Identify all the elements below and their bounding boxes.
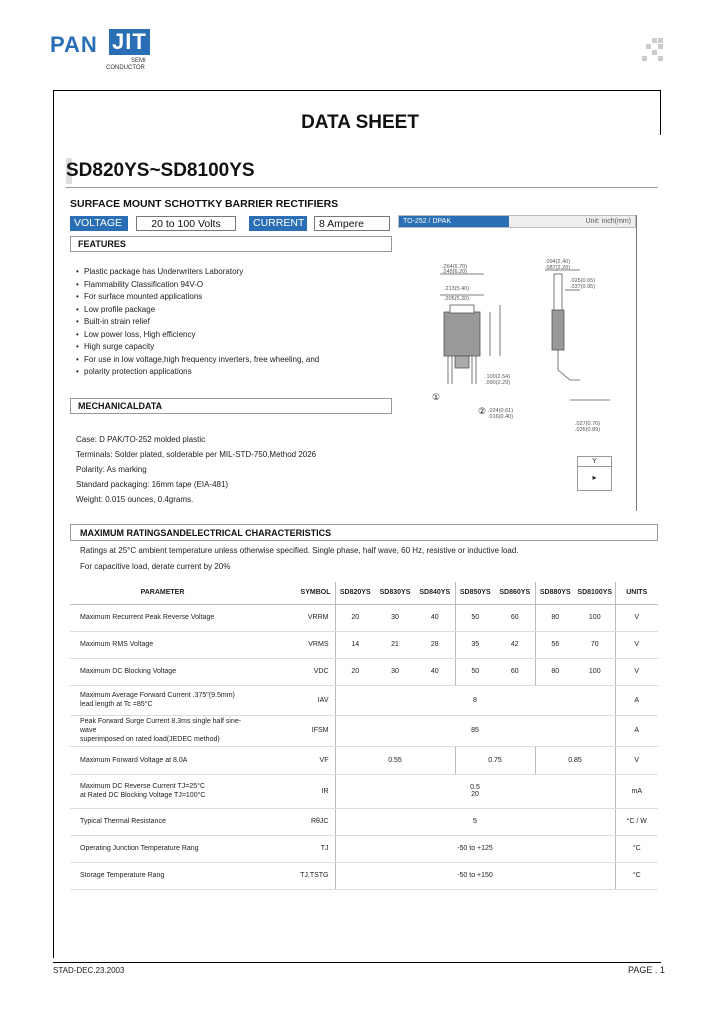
header-sd840ys: SD840YS <box>415 582 455 604</box>
table-row <box>70 808 658 835</box>
feature-item: • Flammability Classification 94V-O <box>76 279 319 292</box>
row-param: Maximum Forward Voltage at 8.0A <box>70 746 255 774</box>
row-value: 100 <box>575 658 615 685</box>
ratings-table <box>70 582 658 890</box>
row-value: 21 <box>375 631 415 658</box>
logo-jit: JIT <box>109 29 150 55</box>
dim-label: .027(0.70) <box>575 421 601 427</box>
footer-divider <box>53 962 661 963</box>
title-divider <box>66 187 658 188</box>
row-value: 70 <box>575 631 615 658</box>
row-value: 0.75 <box>455 746 535 774</box>
row-unit: V <box>615 746 658 774</box>
row-value: 80 <box>535 658 575 685</box>
row-value: 60 <box>495 658 535 685</box>
row-unit: V <box>615 604 658 631</box>
row-param: Operating Junction Temperature Rang <box>70 835 255 862</box>
row-param <box>70 715 255 746</box>
dim-label: .245(6.20) <box>442 269 468 275</box>
row-value: 40 <box>415 604 455 631</box>
row-symbol: VF <box>255 746 335 774</box>
row-value: 85 <box>335 715 615 746</box>
row-unit: °C <box>615 835 658 862</box>
row-unit: V <box>615 658 658 685</box>
table-row <box>70 604 658 631</box>
footer-page-number: PAGE . 1 <box>628 965 665 975</box>
surge-param-line2: superimposed on rated load(JEDEC method) <box>80 736 220 743</box>
table-row <box>70 658 658 685</box>
corner-decoration <box>642 38 666 62</box>
current-value: 8 Ampere <box>314 216 390 231</box>
features-heading: FEATURES <box>78 239 126 249</box>
dim-label: .090(2.29) <box>485 380 511 386</box>
footer-doc-code: STAD-DEC.23.2003 <box>53 966 125 975</box>
row-value: 30 <box>375 658 415 685</box>
row-value: 50 <box>455 658 495 685</box>
row-value <box>335 774 615 808</box>
marking-box <box>577 456 612 491</box>
row-symbol: IFSM <box>255 715 335 746</box>
table-row <box>70 862 658 889</box>
feature-item: • Built-in strain relief <box>76 316 319 329</box>
feature-item: • For surface mounted applications <box>76 291 319 304</box>
table-row <box>70 746 658 774</box>
ir-value-2: 20 <box>471 791 479 798</box>
row-symbol: TJ,TSTG <box>255 862 335 889</box>
mechanical-heading: MECHANICALDATA <box>78 401 163 411</box>
header-sd8100ys: SD8100YS <box>575 582 615 604</box>
avg-param-line2: lead length at Tc =85°C <box>80 701 153 708</box>
ir-value-1: 0.5 <box>470 784 480 791</box>
document-title: DATA SHEET <box>301 112 419 133</box>
row-symbol: VRRM <box>255 604 335 631</box>
ratings-note-1: Ratings at 25°C ambient temperature unless otherwise specified. Single phase, half wave, 60 Hz, resistive or inductive load. <box>80 546 519 555</box>
row-value: 28 <box>415 631 455 658</box>
header-sd860ys: SD860YS <box>495 582 535 604</box>
avg-param-line1: Maximum Average Forward Current .375"(9.5mm) <box>80 692 235 699</box>
dim-label: .094(2.40) <box>545 259 571 265</box>
feature-item: • polarity protection applications <box>76 366 319 379</box>
row-param: Maximum Recurrent Peak Reverse Voltage <box>70 604 255 631</box>
row-value: 30 <box>375 604 415 631</box>
row-param: Typical Thermal Resistance <box>70 808 255 835</box>
pin-2-label: ② <box>478 407 487 417</box>
package-unit: Unit: inch(mm) <box>585 218 631 225</box>
row-symbol: RθJC <box>255 808 335 835</box>
header-sd850ys: SD850YS <box>455 582 495 604</box>
dim-label: .035(0.89) <box>575 427 601 433</box>
header-parameter: PARAMETER <box>70 582 255 604</box>
table-header-row <box>70 582 658 604</box>
package-outline-drawing <box>430 250 630 445</box>
row-unit: °C / W <box>615 808 658 835</box>
marking-arrow-icon: ▸ <box>592 473 597 482</box>
header-sd830ys: SD830YS <box>375 582 415 604</box>
mechanical-polarity: Polarity: As marking <box>76 465 147 474</box>
ratings-heading: MAXIMUM RATINGSANDELECTRICAL CHARACTERISTICS <box>80 528 332 538</box>
header-units: UNITS <box>615 582 658 604</box>
marking-title: Y <box>578 457 611 467</box>
row-unit: V <box>615 631 658 658</box>
dim-label: .037(0.95) <box>570 284 596 290</box>
logo-conductor: CONDUCTOR <box>106 65 145 71</box>
row-value: 100 <box>575 604 615 631</box>
row-value: 35 <box>455 631 495 658</box>
row-value: 60 <box>495 604 535 631</box>
package-name: TO-252 / DPAK <box>399 216 509 227</box>
dim-label: .264(6.70) <box>442 264 468 270</box>
dim-label: .024(0.61) <box>488 408 514 414</box>
logo-semi: SEMI <box>131 58 146 64</box>
row-value: 20 <box>335 658 375 685</box>
row-symbol: TJ <box>255 835 335 862</box>
feature-item: • For use in low voltage,high frequency inverters, free wheeling, and <box>76 354 319 367</box>
row-symbol: VRMS <box>255 631 335 658</box>
mechanical-packaging: Standard packaging: 16mm tape (EIA-481) <box>76 480 229 489</box>
feature-item: • Low profile package <box>76 304 319 317</box>
row-value: 80 <box>535 604 575 631</box>
row-symbol: IR <box>255 774 335 808</box>
row-symbol: IAV <box>255 685 335 715</box>
table-row <box>70 774 658 808</box>
voltage-label: VOLTAGE <box>70 216 128 231</box>
row-value: 0.55 <box>335 746 455 774</box>
table-row <box>70 835 658 862</box>
row-value: 14 <box>335 631 375 658</box>
feature-item: • Plastic package has Underwriters Laboratory <box>76 266 319 279</box>
row-param <box>70 774 255 808</box>
row-unit: A <box>615 715 658 746</box>
row-value: 40 <box>415 658 455 685</box>
current-label: CURRENT <box>249 216 307 231</box>
row-unit: °C <box>615 862 658 889</box>
row-value: 20 <box>335 604 375 631</box>
package-bar <box>398 215 636 228</box>
surge-param-line1: Peak Forward Surge Current 8.3ms single half sine-wave <box>80 718 242 734</box>
header-sd820ys: SD820YS <box>335 582 375 604</box>
row-param: Maximum DC Blocking Voltage <box>70 658 255 685</box>
part-number-title: SD820YS~SD8100YS <box>66 160 255 181</box>
row-value: -50 to +125 <box>335 835 615 862</box>
features-list <box>76 266 319 379</box>
logo-pan: PAN <box>50 32 98 57</box>
row-symbol: VDC <box>255 658 335 685</box>
row-value: 8 <box>335 685 615 715</box>
header-symbol: SYMBOL <box>255 582 335 604</box>
row-param: Maximum RMS Voltage <box>70 631 255 658</box>
dim-label: .205(5.20) <box>444 296 470 302</box>
row-value: 0.85 <box>535 746 615 774</box>
mechanical-terminals: Terminals: Solder plated, solderable per MIL-STD-750,Method 2026 <box>76 450 317 459</box>
row-value: 42 <box>495 631 535 658</box>
row-value: 50 <box>455 604 495 631</box>
feature-item: • High surge capacity <box>76 341 319 354</box>
row-param <box>70 685 255 715</box>
pin-1-label: ① <box>432 393 441 403</box>
ir-param-line1: Maximum DC Reverse Current TJ=25°C <box>80 783 206 790</box>
ir-param-line2: at Rated DC Blocking Voltage TJ=100°C <box>80 792 206 799</box>
feature-item: • Low power loss, High efficiency <box>76 329 319 342</box>
row-value: 5 <box>335 808 615 835</box>
voltage-value: 20 to 100 Volts <box>136 216 236 231</box>
ratings-note-2: For capacitive load, derate current by 20% <box>80 562 231 571</box>
dim-label: .016(0.40) <box>488 414 514 420</box>
mechanical-weight: Weight: 0.015 ounces, 0.4grams. <box>76 495 194 504</box>
table-row <box>70 685 658 715</box>
row-unit: A <box>615 685 658 715</box>
row-value: -50 to +150 <box>335 862 615 889</box>
table-row <box>70 715 658 746</box>
header-sd880ys: SD880YS <box>535 582 575 604</box>
dim-label: .025(0.65) <box>570 278 596 284</box>
package-frame-line <box>636 215 637 511</box>
row-unit: mA <box>615 774 658 808</box>
dim-label: .100(2.54) <box>485 374 511 380</box>
row-value: 56 <box>535 631 575 658</box>
product-subtitle: SURFACE MOUNT SCHOTTKY BARRIER RECTIFIERS <box>70 198 339 210</box>
table-row <box>70 631 658 658</box>
mechanical-case: Case: D PAK/TO-252 molded plastic <box>76 435 206 444</box>
dim-label: .213(5.40) <box>444 286 470 292</box>
row-param: Storage Temperature Rang <box>70 862 255 889</box>
dim-label: .087(2.20) <box>545 265 571 271</box>
